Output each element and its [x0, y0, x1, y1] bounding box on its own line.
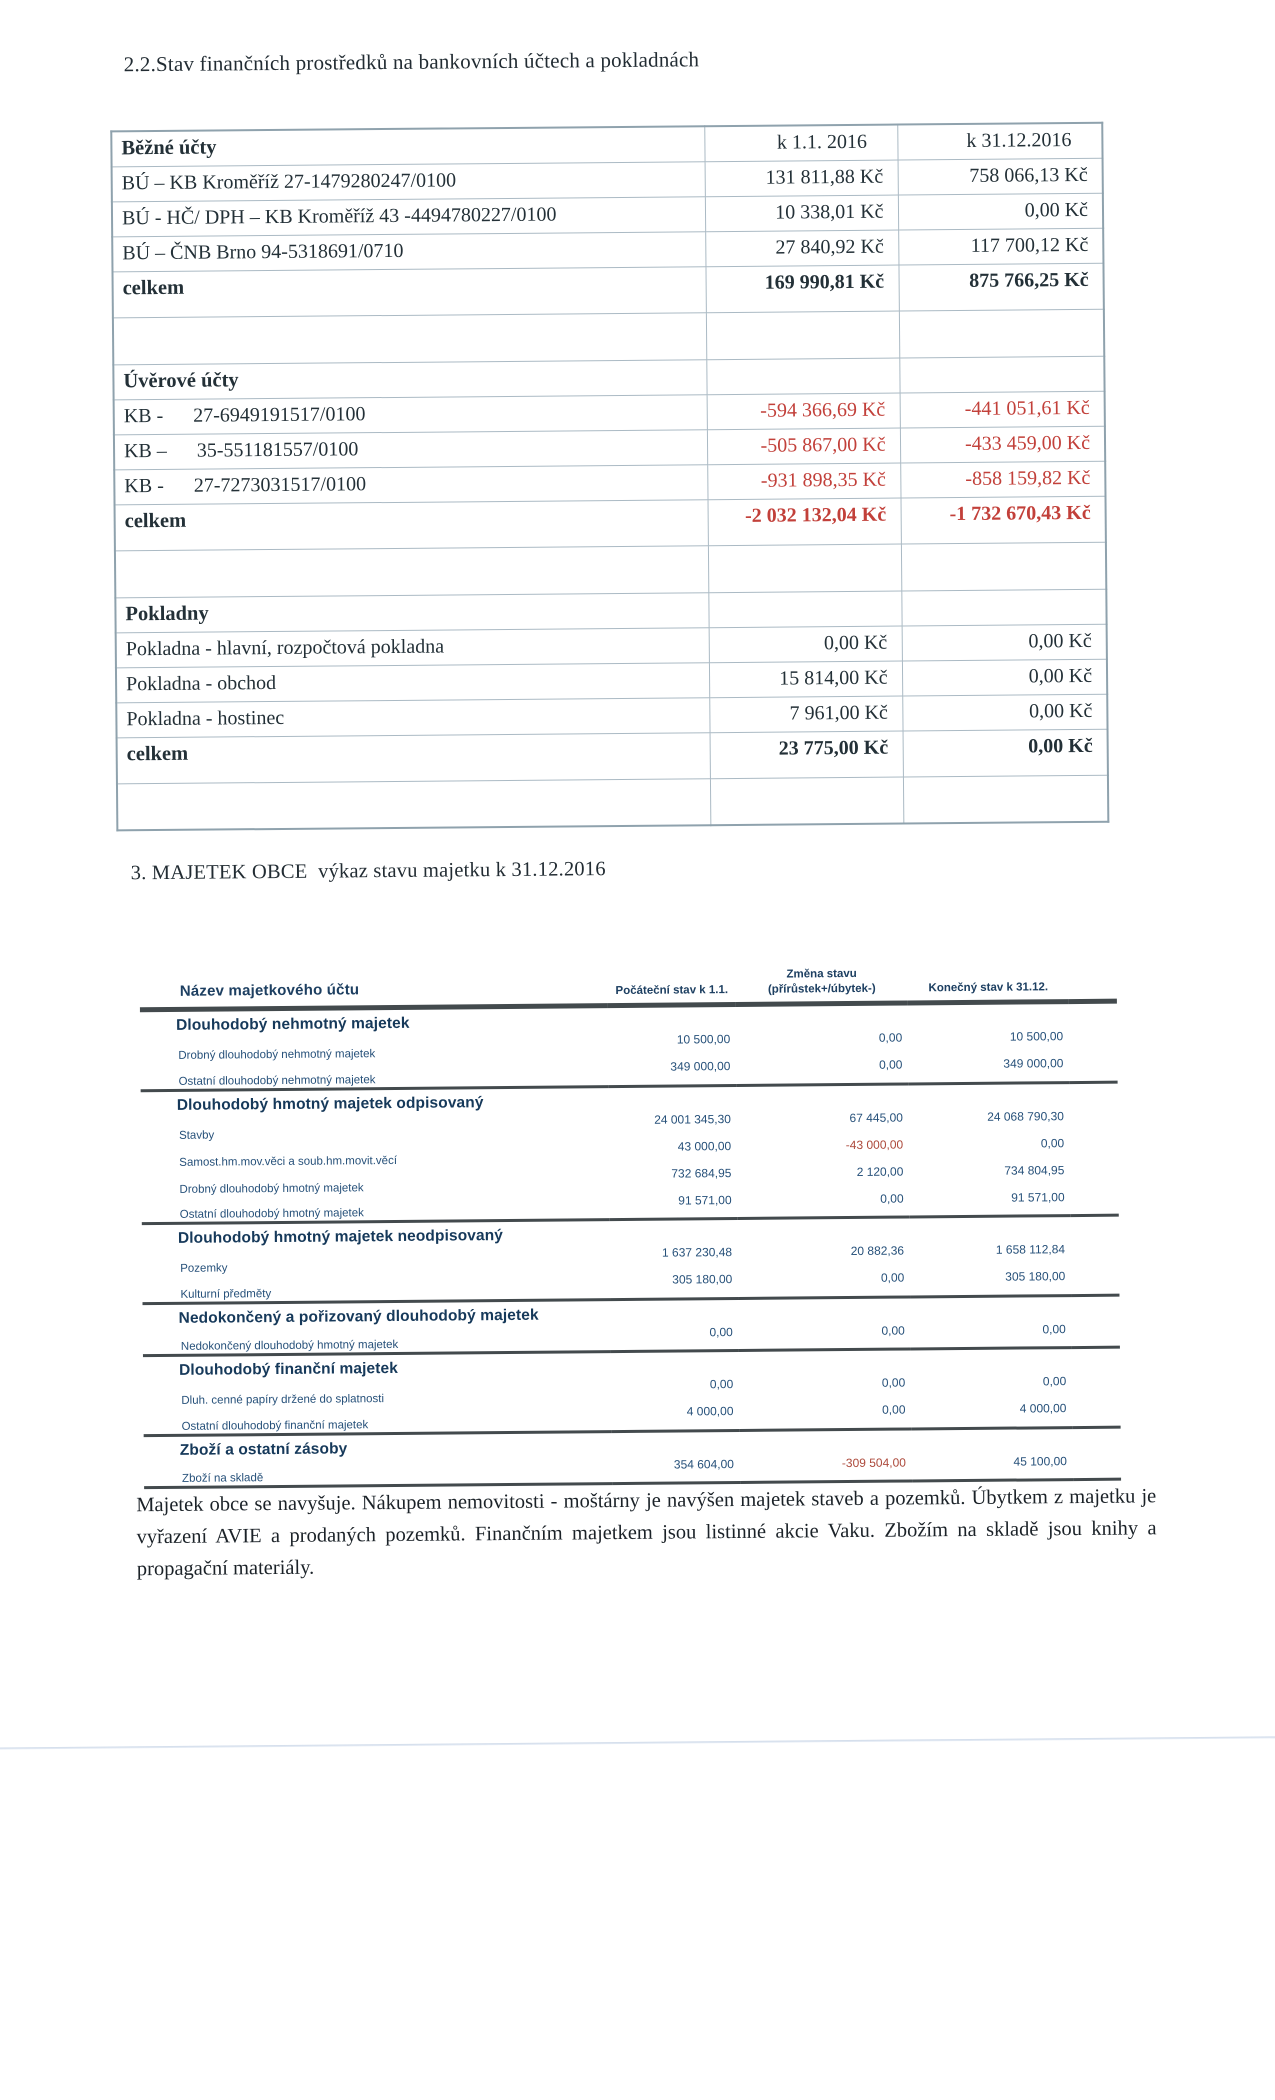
asset-value: 91 571,00	[678, 1192, 732, 1208]
asset-value: 349 000,00	[670, 1059, 731, 1074]
scan-artifact-line	[0, 1736, 1275, 1749]
spacer-cell	[901, 542, 1106, 591]
account-value: -441 051,61 Kč	[900, 391, 1105, 428]
spacer-row	[117, 775, 1108, 831]
accounts-table-body	[111, 123, 1108, 831]
asset-value: 0,00	[881, 1323, 905, 1338]
account-value: 0,00 Kč	[898, 193, 1103, 230]
spacer-cell	[1068, 940, 1117, 1002]
asset-label: Kulturní předměty	[180, 1287, 272, 1301]
asset-section-title: Zboží a ostatní zásoby	[144, 1427, 1121, 1461]
account-total-value: 0,00 Kč	[903, 729, 1108, 777]
account-value: -433 459,00 Kč	[900, 426, 1105, 463]
accounts-table	[110, 122, 1109, 832]
account-total-value: -2 032 132,04 Kč	[708, 498, 901, 546]
account-label: KB - 27-6949191517/0100	[114, 394, 707, 434]
asset-value: 305 180,00	[1005, 1269, 1066, 1284]
asset-value: 45 100,00	[1013, 1453, 1067, 1469]
account-total-value: 875 766,25 Kč	[898, 263, 1103, 311]
spacer-row	[115, 542, 1106, 598]
account-label: Pokladna - hostinec	[116, 697, 709, 737]
asset-value: 0,00	[879, 1057, 903, 1072]
accounts-col-header-1	[901, 589, 1106, 626]
spacer-cell	[1070, 1107, 1118, 1134]
account-value: 0,00 Kč	[902, 624, 1107, 661]
spacer-cell	[1072, 1320, 1120, 1347]
accounts-col-header-0: k 1.1. 2016	[704, 125, 897, 162]
assets-col-header-end: Konečný stav k 31.12.	[907, 940, 1069, 1003]
account-value: -858 159,82 Kč	[900, 461, 1105, 498]
spacer-cell	[1073, 1452, 1121, 1479]
spacer-cell	[1071, 1188, 1119, 1215]
account-label: KB - 27-7273031517/0100	[114, 464, 707, 504]
asset-value: 0,00	[1042, 1374, 1067, 1389]
spacer-cell	[710, 777, 903, 826]
account-value: -594 366,69 Kč	[707, 393, 900, 430]
asset-value: -43 000,00	[845, 1137, 904, 1152]
asset-label: Ostatní dlouhodobý hmotný majetek	[179, 1207, 364, 1221]
spacer-cell	[1070, 1134, 1118, 1161]
account-label: Pokladna - obchod	[116, 662, 709, 702]
account-label: BÚ – ČNB Brno 94-5318691/0710	[112, 231, 705, 271]
asset-label: Ostatní dlouhodobý nehmotný majetek	[178, 1073, 376, 1088]
account-value: 0,00 Kč	[902, 659, 1107, 696]
assets-col-header-name: Název majetkového účtu	[139, 944, 608, 1010]
account-total-value: -1 732 670,43 Kč	[900, 496, 1105, 544]
asset-value: 305 180,00	[672, 1272, 733, 1287]
account-section-title: Pokladny	[115, 592, 708, 632]
asset-value: 0,00	[709, 1324, 733, 1339]
asset-value: 0,00	[880, 1191, 904, 1206]
accounts-col-header-1	[899, 356, 1104, 393]
spacer-cell	[706, 311, 899, 360]
asset-label: Pozemky	[180, 1262, 228, 1275]
asset-section-title: Dlouhodobý hmotný majetek odpisovaný	[141, 1082, 1118, 1116]
spacer-cell	[117, 778, 710, 830]
account-value: 758 066,13 Kč	[898, 158, 1103, 195]
spacer-cell	[1071, 1268, 1119, 1295]
spacer-cell	[899, 309, 1104, 358]
asset-value: 0,00	[881, 1375, 906, 1390]
asset-label: Dluh. cenné papíry držené do splatnosti	[181, 1393, 385, 1407]
accounts-col-header-1: k 31.12.2016	[897, 123, 1102, 160]
asset-value: 10 500,00	[676, 1032, 731, 1047]
account-total-value: 169 990,81 Kč	[705, 265, 898, 313]
asset-value: 0,00	[709, 1377, 734, 1392]
asset-label: Samost.hm.mov.věci a soub.hm.movit.věcí	[179, 1154, 398, 1169]
assets-table	[139, 940, 1121, 1493]
asset-value: 67 445,00	[849, 1110, 903, 1125]
account-label: KB – 35-551181557/0100	[114, 429, 707, 469]
account-label: BÚ - HČ/ DPH – KB Kroměříž 43 -4494780227/0100	[112, 196, 705, 236]
asset-value: 0,00	[1040, 1135, 1065, 1150]
account-value: 27 840,92 Kč	[705, 230, 898, 267]
asset-label: Stavby	[178, 1129, 215, 1142]
section-3-title: 3. MAJETEK OBCE výkaz stavu majetku k 31.12.2016	[130, 858, 606, 885]
account-value: 117 700,12 Kč	[898, 228, 1103, 265]
account-value: 7 961,00 Kč	[709, 696, 902, 733]
asset-label: Drobný dlouhodobý nehmotný majetek	[178, 1048, 376, 1062]
asset-value: 0,00	[882, 1402, 906, 1417]
asset-label: Drobný dlouhodobý hmotný majetek	[179, 1181, 364, 1196]
assets-header-row	[139, 940, 1116, 1010]
asset-value: 4 000,00	[1019, 1401, 1067, 1416]
footer-paragraph: Majetek obce se navyšuje. Nákupem nemovitosti - moštárny je navýšen majetek staveb a pozemků. Úbytkem z majetku je vyřazení AVIE a prodaných pozemků. Finančním majetkem jsou listinné akcie Vaku. Zbožím na skladě jsou knihy a propagační materiály.	[136, 1485, 1157, 1581]
assets-col-header-change: Změna stavu (přírůstek+/úbytek-)	[735, 941, 908, 1004]
account-value: 15 814,00 Kč	[709, 661, 902, 698]
account-total-label: celkem	[117, 732, 710, 783]
account-total-label: celkem	[112, 266, 705, 317]
account-value: 131 811,88 Kč	[705, 160, 898, 197]
spacer-cell	[1072, 1373, 1120, 1400]
asset-section-title: Nedokončený a pořizovaný dlouhodobý majetek	[143, 1295, 1120, 1329]
spacer-cell	[1072, 1400, 1120, 1427]
asset-value: 24 068 790,30	[987, 1108, 1064, 1124]
spacer-cell	[1069, 1055, 1117, 1082]
assets-table-body	[140, 1001, 1121, 1492]
asset-value: 732 684,95	[671, 1165, 732, 1181]
asset-value: 43 000,00	[677, 1138, 732, 1154]
section-2-2-title: 2.2.Stav finančních prostředků na bankovních účtech a pokladnách	[123, 47, 700, 77]
asset-value: -309 504,00	[841, 1455, 906, 1470]
asset-label: Zboží na skladě	[181, 1472, 264, 1485]
accounts-col-header-0	[706, 358, 899, 395]
spacer-cell	[903, 775, 1108, 824]
spacer-cell	[1070, 1161, 1118, 1188]
account-total-value: 23 775,00 Kč	[710, 731, 903, 779]
asset-value: 1 637 230,48	[661, 1245, 733, 1260]
asset-value: 20 882,36	[850, 1243, 905, 1258]
asset-value: 1 658 112,84	[995, 1242, 1066, 1257]
spacer-cell	[1069, 1028, 1117, 1055]
asset-value: 354 604,00	[673, 1456, 734, 1472]
spacer-cell	[115, 545, 708, 597]
accounts-col-header-0	[708, 591, 901, 628]
asset-section-title: Dlouhodobý finanční majetek	[143, 1347, 1120, 1381]
account-label: BÚ – KB Kroměříž 27-1479280247/0100	[112, 161, 705, 201]
account-section-title: Běžné účty	[111, 126, 704, 166]
account-value: -931 898,35 Kč	[707, 463, 900, 500]
account-total-label: celkem	[115, 499, 708, 550]
asset-label: Nedokončený dlouhodobý hmotný majetek	[180, 1338, 399, 1353]
spacer-cell	[1071, 1241, 1119, 1268]
account-section-title: Úvěrové účty	[113, 359, 706, 399]
asset-value: 0,00	[878, 1030, 903, 1045]
assets-col-header-start: Počáteční stav k 1.1.	[607, 943, 736, 1006]
asset-section-title: Dlouhodobý nehmotný majetek	[176, 1014, 410, 1034]
asset-label: Ostatní dlouhodobý finanční majetek	[181, 1418, 369, 1433]
asset-section-title: Dlouhodobý hmotný majetek neodpisovaný	[142, 1215, 1119, 1249]
asset-value: 24 001 345,30	[654, 1111, 731, 1127]
asset-value: 91 571,00	[1011, 1189, 1065, 1205]
asset-value: 734 804,95	[1004, 1162, 1065, 1178]
account-value: 0,00 Kč	[709, 626, 902, 663]
account-label: Pokladna - hlavní, rozpočtová pokladna	[116, 627, 709, 667]
account-value: -505 867,00 Kč	[707, 428, 900, 465]
asset-value: 2 120,00	[856, 1164, 904, 1179]
asset-value: 4 000,00	[686, 1404, 734, 1419]
asset-value: 10 500,00	[1009, 1029, 1064, 1044]
account-value: 0,00 Kč	[902, 694, 1107, 731]
spacer-cell	[708, 544, 901, 593]
asset-value: 349 000,00	[1003, 1056, 1064, 1071]
asset-value: 0,00	[1042, 1321, 1066, 1336]
spacer-cell	[113, 312, 706, 364]
account-value: 10 338,01 Kč	[705, 195, 898, 232]
asset-value: 0,00	[880, 1270, 905, 1285]
